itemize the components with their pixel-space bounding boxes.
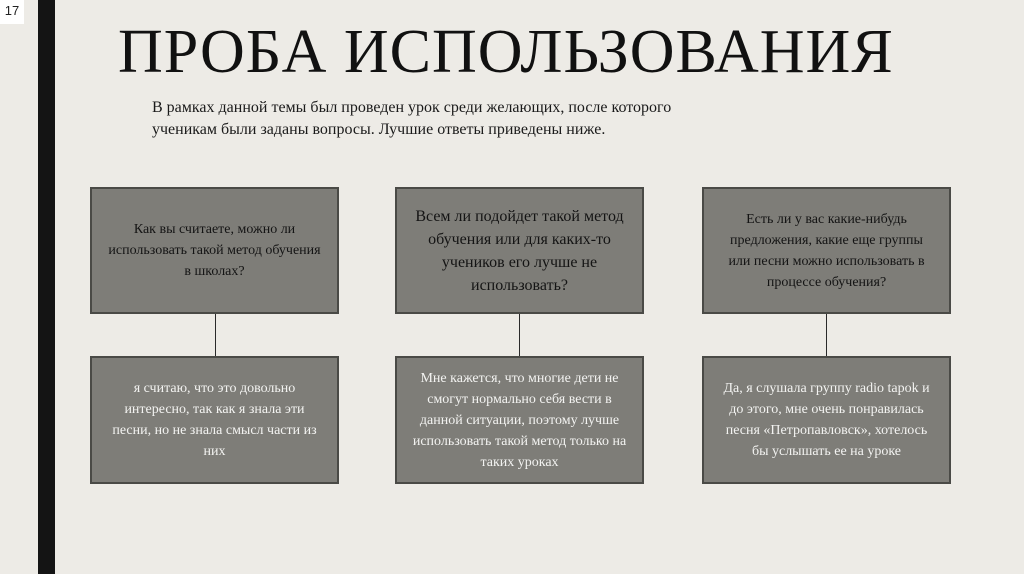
page-number: 17 (0, 0, 24, 24)
slide-title: ПРОБА ИСПОЛЬЗОВАНИЯ (118, 18, 894, 86)
question-box-2 (395, 187, 644, 314)
question-box-3 (702, 187, 951, 314)
answer-text-3: Да, я слушала группу radio tapok и до этого, мне очень понравилась песня «Петропавловск», хотелось бы услышать ее на уроке (723, 381, 930, 459)
intro-text: В рамках данной темы был проведен урок среди желающих, после которого ученикам были заданы вопросы. Лучшие ответы приведены ниже. (152, 99, 672, 138)
answer-box-3 (702, 356, 951, 484)
answer-text-2: Мне кажется, что многие дети не смогут нормально себя вести в данной ситуации, поэтому лучше использовать такой метод только на таких уроках (412, 370, 627, 470)
question-text-3: Есть ли у вас какие-нибудь предложения, какие еще группы или песни можно использовать в процессе обучения? (728, 211, 925, 290)
answer-box-2 (395, 356, 644, 484)
question-box-1 (90, 187, 339, 314)
answer-text-1: я считаю, что это довольно интересно, так как я знала эти песни, но не знала смысл части из них (112, 381, 317, 459)
answer-box-1 (90, 356, 339, 484)
side-accent-bar (38, 0, 55, 574)
connector-line-3 (826, 314, 827, 356)
question-text-2: Всем ли подойдет такой метод обучения или для каких-то учеников его лучше не использовать? (415, 207, 624, 294)
question-text-1: Как вы считаете, можно ли использовать такой метод обучения в школах? (108, 222, 321, 279)
connector-line-1 (215, 314, 216, 356)
connector-line-2 (519, 314, 520, 356)
